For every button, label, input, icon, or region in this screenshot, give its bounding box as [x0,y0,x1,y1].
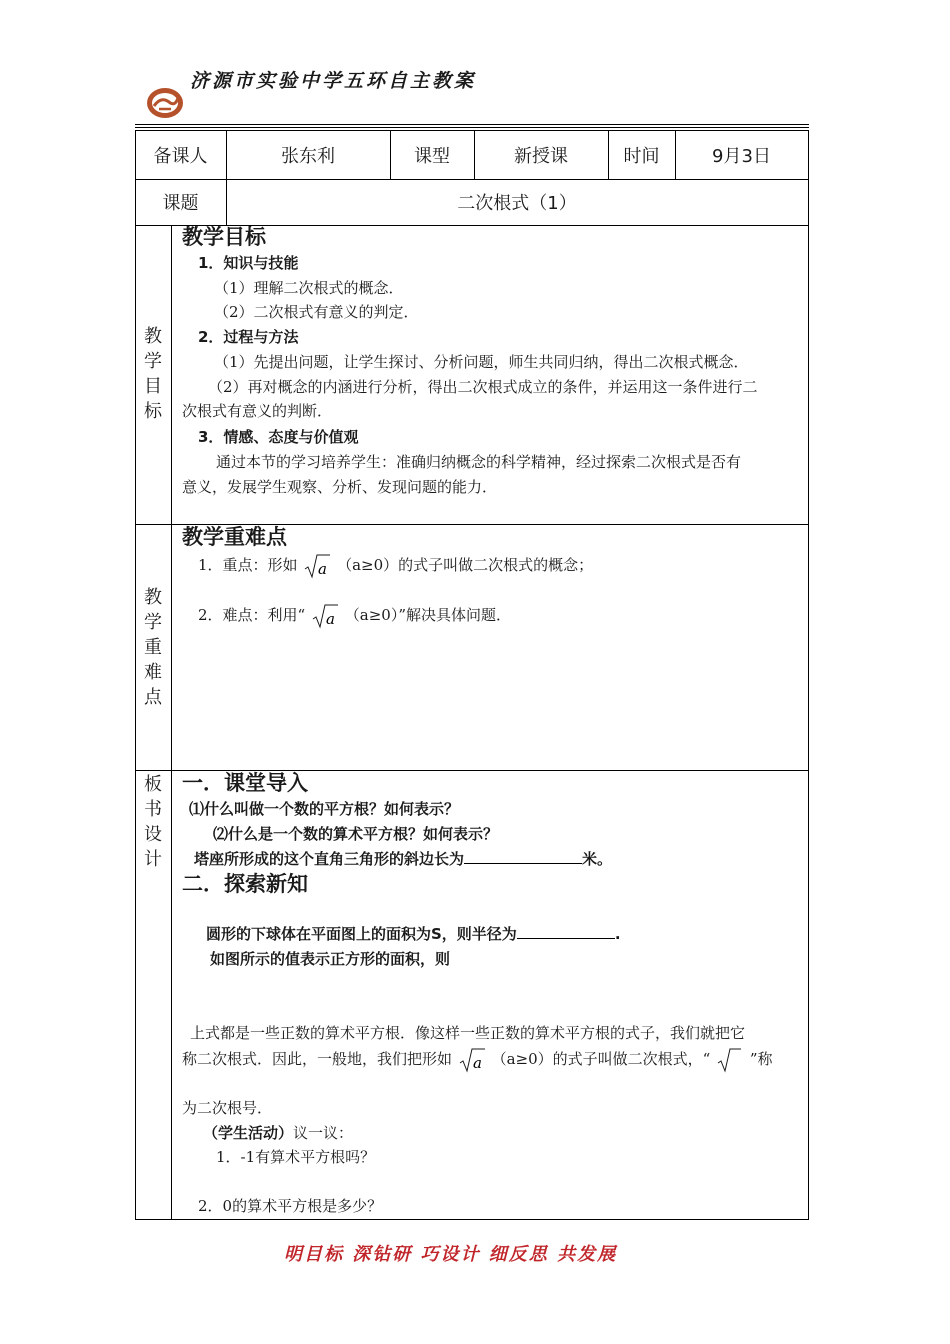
side-char: 书 [144,799,162,820]
preparer-value: 张东利 [281,145,335,167]
definition-line-2 [182,1047,773,1073]
explore-text: 圆形的下球体在平面图上的面积为S，则半径为 [206,925,517,943]
goals-line: 意义，发展学生观察、分析、发现问题的能力． [182,478,498,496]
lesson-type-label: 课型 [414,145,450,167]
radicand: a [326,610,335,628]
sqrt-icon [312,603,338,629]
keypoint-2 [198,603,511,629]
goals-line: 通过本节的学习培养学生：准确归纳概念的科学精神，经过探索二次根式是否有 [216,453,742,471]
board-question-2: ⑵什么是一个数的算术平方根？如何表示？ [213,825,499,843]
table-border-bottom [135,1219,809,1220]
goals-title: 教学目标 [182,225,266,249]
side-char: 设 [144,824,162,845]
definition-line-3: 为二次根号． [182,1099,273,1117]
activity-question-2: 2．0的算术平方根是多少？ [198,1197,383,1215]
board-side-label [135,772,171,872]
activity-label: （学生活动） [203,1124,294,1142]
explore-line-1 [206,922,621,947]
goals-line: （1）先提出问题，让学生探讨、分析问题，师生共同归纳，得出二次根式概念． [214,353,749,371]
activity-question-1: 1．-1有算术平方根吗？ [216,1148,376,1166]
col-divider [171,225,172,1220]
school-logo-icon [145,86,185,120]
keypoint-text: （a≥0）的式子叫做二次根式的概念； [337,556,594,574]
goals-heading-1: 1．知识与技能 [198,254,299,272]
explore-line-2: 如图所示的值表示正方形的面积，则 [210,950,451,968]
header-rule [135,124,809,125]
explore-text: . [614,925,621,943]
keypoint-text: （a≥0）”解决具体问题． [344,606,512,624]
topic-value: 二次根式（1） [457,193,577,214]
lesson-type-value: 新授课 [514,145,568,167]
keypoint-1 [198,553,593,579]
keypoints-title: 教学重难点 [182,525,287,549]
school-header-title: 济源市实验中学五环自主教案 [190,70,477,92]
side-char: 教 [144,326,162,347]
board-title-1: 一．课堂导入 [182,771,308,795]
sqrt-icon [304,553,330,579]
side-char: 教 [144,587,162,608]
radicand: a [472,1054,482,1072]
radicand: a [318,560,328,578]
goals-line: （2）二次根式有意义的判定． [214,303,419,321]
side-char: 学 [144,351,162,372]
keypoint-text: 1．重点：形如 [198,556,298,574]
definition-text: ”称 [749,1050,773,1068]
preparer-label: 备课人 [153,145,208,167]
header-rule-second [135,127,809,128]
activity-text: 议一议： [293,1124,354,1142]
side-char: 计 [144,849,162,870]
question-text: 米。 [582,850,613,868]
table-border-right [808,130,809,1220]
side-char: 目 [144,376,162,397]
goals-heading-2: 2．过程与方法 [198,328,299,346]
answer-blank [464,849,582,864]
definition-line-1: 上式都是一些正数的算术平方根．像这样一些正数的算术平方根的式子，我们就把它 [190,1024,746,1042]
definition-text: 称二次根式．因此，一般地，我们把形如 [182,1050,453,1068]
keypoint-text: 2．难点：利用“ [198,606,306,624]
goals-side-label [135,324,171,424]
board-question-1: ⑴什么叫做一个数的平方根？如何表示？ [189,800,460,818]
question-text: 塔座所形成的这个直角三角形的斜边长为 [194,850,465,868]
board-title-2: 二．探索新知 [182,872,308,896]
side-char: 板 [144,774,162,795]
side-char: 重 [144,637,162,658]
side-char: 难 [144,662,162,683]
side-char: 点 [144,687,162,708]
goals-line: 次根式有意义的判断． [182,402,333,420]
time-label: 时间 [623,145,660,167]
goals-line: （1）理解二次根式的概念． [214,279,404,297]
side-char: 标 [144,401,162,422]
answer-blank [517,924,615,939]
time-value: 9月3日 [712,145,771,167]
footer-motto: 明目标 深钻研 巧设计 细反思 共发展 [284,1244,618,1265]
sqrt-icon [459,1047,485,1073]
keypoints-side-label [135,585,171,710]
board-question-3 [194,847,612,872]
goals-line: （2）再对概念的内涵进行分析，得出二次根式成立的条件，并运用这一条件进行二 [208,378,758,396]
topic-label: 课题 [162,193,199,214]
goals-heading-3: 3．情感、态度与价值观 [198,428,359,446]
side-char: 学 [144,612,162,633]
radical-sign-icon [717,1047,743,1073]
activity-line [203,1121,353,1146]
definition-text: （a≥0）的式子叫做二次根式，“ [491,1050,711,1068]
